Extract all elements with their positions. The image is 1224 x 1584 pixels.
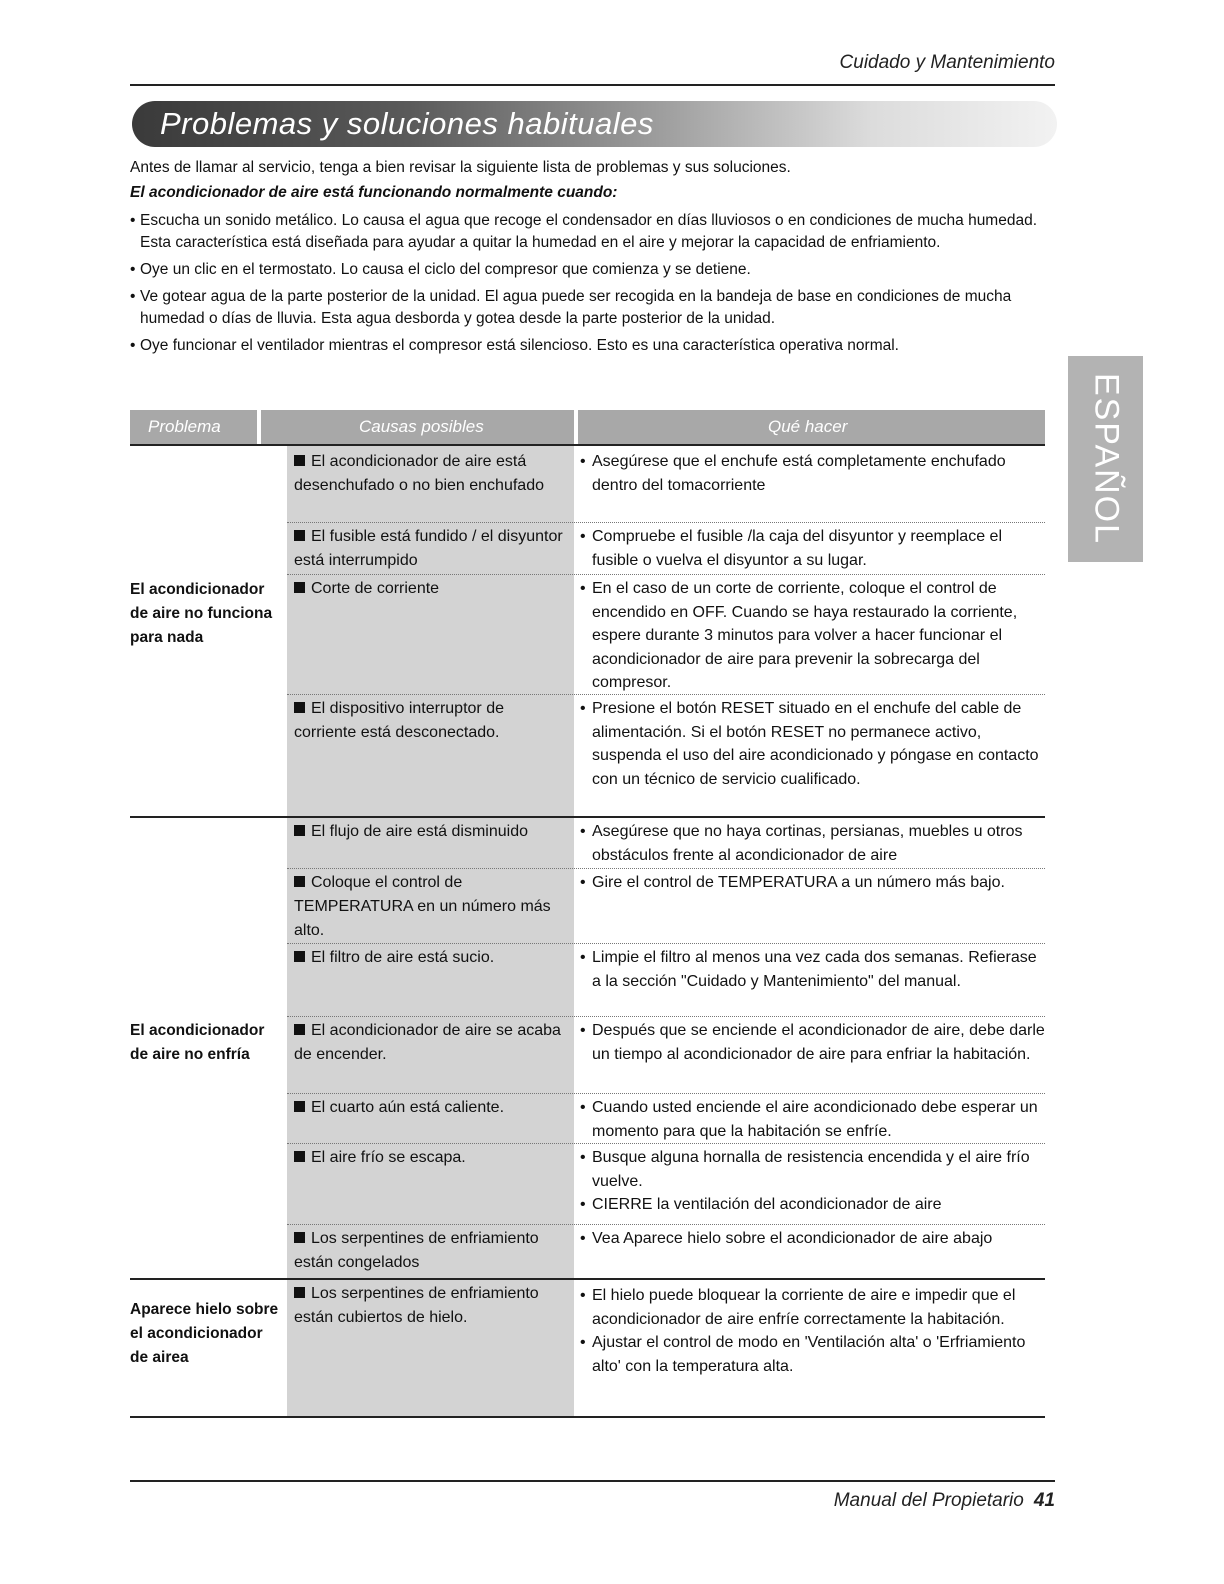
list-item: • Ve gotear agua de la parte posterior de la unidad. El agua puede ser recogida en la bandeja de base en condiciones de mucha humedad o días de lluvia. Esta agua desborda y gotea desde la parte posterior de la unidad. — [130, 286, 1050, 330]
cause-item: El fusible está fundido / el disyuntor está interrumpido — [294, 528, 563, 569]
cause-item: El flujo de aire está disminuido — [294, 820, 569, 844]
page-number: 41 — [1033, 1490, 1055, 1511]
page-banner — [132, 101, 1057, 147]
cause-item: El filtro de aire está sucio. — [294, 946, 569, 970]
problem-label: El acondicionador de aire no enfría — [130, 1022, 265, 1063]
cause-item: Los serpentines de enfriamiento están cubiertos de hielo. — [294, 1285, 539, 1326]
header-rule — [130, 84, 1055, 86]
solution-item: • Vea Aparece hielo sobre el acondicionador de aire abajo — [580, 1227, 1045, 1251]
page-footer — [0, 1490, 1055, 1512]
square-bullet-icon — [294, 1101, 305, 1112]
solution-item: • Asegúrese que no haya cortinas, persianas, muebles u otros obstáculos frente al acondicionador de aire — [580, 820, 1045, 867]
row-divider — [287, 694, 1045, 695]
language-tab-label: ESPAÑOL — [1087, 372, 1125, 546]
square-bullet-icon — [294, 455, 305, 466]
column-header-problem: Problema — [130, 410, 257, 444]
square-bullet-icon — [294, 951, 305, 962]
list-item: • Oye funcionar el ventilador mientras el compresor está silencioso. Esto es una característica operativa normal. — [130, 335, 1050, 357]
cause-item: El aire frío se escapa. — [294, 1146, 569, 1170]
solution-item: • En el caso de un corte de corriente, coloque el control de encendido en OFF. Cuando se haya restaurado la corriente, espere durante 3 minutos para volver a hacer funcionar el acondicionador de aire para prevenir la sobrecarga del compresor. — [580, 577, 1045, 695]
row-divider — [287, 1224, 1045, 1225]
row-divider — [287, 943, 1045, 944]
section-title: Cuidado y Mantenimiento — [839, 52, 1055, 73]
row-divider — [287, 522, 1045, 523]
footer-rule — [130, 1480, 1055, 1482]
cause-item: El acondicionador de aire se acaba de encender. — [294, 1022, 561, 1063]
list-item: • Escucha un sonido metálico. Lo causa el agua que recoge el condensador en días lluviosos o en condiciones de mucha humedad. Esta característica está diseñada para ayudar a quitar la humedad en el aire y mejorar la capacidad de enfriamiento. — [130, 210, 1050, 254]
cause-item: Los serpentines de enfriamiento están congelados — [294, 1230, 539, 1271]
cause-column-shading — [287, 446, 574, 816]
group-divider — [130, 816, 1045, 818]
square-bullet-icon — [294, 582, 305, 593]
banner-title: Problemas y soluciones habituales — [160, 106, 654, 141]
solution-item: • Presione el botón RESET situado en el enchufe del cable de alimentación. Si el botón RESET no permanece activo, suspenda el uso del aire acondicionado y póngase en contacto con un técnico de servicio cualificado. — [580, 697, 1045, 791]
row-divider — [287, 1093, 1045, 1094]
cause-item: El cuarto aún está caliente. — [294, 1096, 569, 1120]
problem-label: El acondicionador de aire no funciona para nada — [130, 581, 273, 646]
cause-item: El acondicionador de aire está desenchufado o no bien enchufado — [294, 453, 544, 494]
language-tab — [1068, 356, 1143, 562]
square-bullet-icon — [294, 1024, 305, 1035]
row-divider — [287, 574, 1045, 575]
square-bullet-icon — [294, 702, 305, 713]
group-divider — [130, 1278, 1045, 1280]
solution-item: • Asegúrese que el enchufe está completamente enchufado dentro del tomacorriente — [580, 450, 1045, 497]
row-divider — [287, 868, 1045, 869]
cause-item: Corte de corriente — [294, 577, 569, 601]
cause-item: Coloque el control de TEMPERATURA en un número más alto. — [294, 874, 551, 939]
solution-item: • El hielo puede bloquear la corriente de aire e impedir que el acondicionador de aire enfríe correctamente la habitación. • Ajustar el control de modo en 'Ventilación alta' o 'Erfriamiento alto' con la temperatura alta. — [580, 1284, 1045, 1378]
problem-label: Aparece hielo sobre el acondicionador de airea — [130, 1301, 279, 1366]
intro-lead: Antes de llamar al servicio, tenga a bien revisar la siguiente lista de problemas y sus soluciones. — [130, 159, 791, 176]
manual-title: Manual del Propietario — [833, 1490, 1024, 1511]
solution-item: • Busque alguna hornalla de resistencia encendida y el aire frío vuelve. • CIERRE la ventilación del acondicionador de aire — [580, 1146, 1045, 1217]
column-header-todo: Qué hacer — [578, 410, 1045, 444]
solution-item: • Gire el control de TEMPERATURA a un número más bajo. — [580, 871, 1045, 895]
square-bullet-icon — [294, 1151, 305, 1162]
square-bullet-icon — [294, 1287, 305, 1298]
square-bullet-icon — [294, 825, 305, 836]
row-divider — [287, 1016, 1045, 1017]
table-bottom-rule — [130, 1416, 1045, 1418]
solution-item: • Compruebe el fusible /la caja del disyuntor y reemplace el fusible o vuelva el disyuntor a su lugar. — [580, 525, 1045, 572]
column-header-causes: Causas posibles — [261, 410, 574, 444]
table-header-rule — [130, 444, 1045, 446]
normal-operation-list — [130, 210, 1050, 357]
cause-item: El dispositivo interruptor de corriente está desconectado. — [294, 700, 504, 741]
square-bullet-icon — [294, 876, 305, 887]
solution-item: • Limpie el filtro al menos una vez cada dos semanas. Refierase a la sección "Cuidado y Mantenimiento" del manual. — [580, 946, 1045, 993]
list-item: • Oye un clic en el termostato. Lo causa el ciclo del compresor que comienza y se detiene. — [130, 259, 1050, 281]
intro-subheading: El acondicionador de aire está funcionando normalmente cuando: — [130, 184, 618, 201]
square-bullet-icon — [294, 1232, 305, 1243]
solution-item: • Cuando usted enciende el aire acondicionado debe esperar un momento para que la habitación se enfríe. — [580, 1096, 1045, 1143]
intro-section — [130, 157, 1050, 362]
solution-item: • Después que se enciende el acondicionador de aire, debe darle un tiempo al acondicionador de aire para enfriar la habitación. — [580, 1019, 1045, 1066]
row-divider — [287, 1143, 1045, 1144]
square-bullet-icon — [294, 530, 305, 541]
